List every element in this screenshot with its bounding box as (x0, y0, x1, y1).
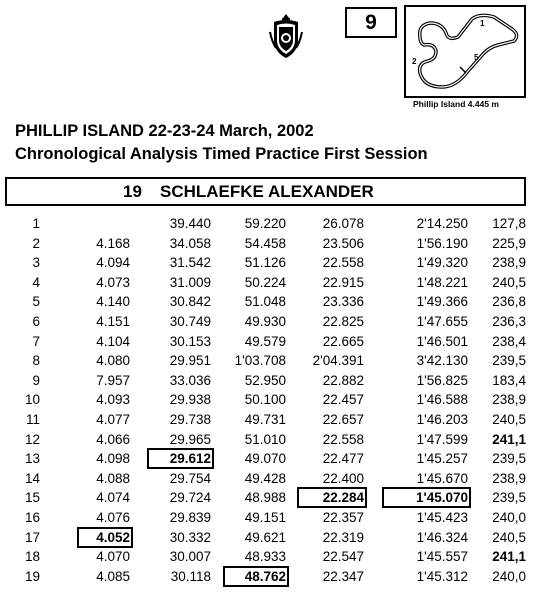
table-row (0, 567, 537, 587)
cell-speed: 238,9 (492, 392, 526, 408)
table-row (0, 430, 537, 450)
cell-s3: 49.930 (244, 313, 286, 329)
cell-s4: 22.319 (322, 529, 364, 545)
cell-s3: 51.126 (244, 255, 286, 271)
cell-s4: 22.558 (322, 431, 364, 447)
cell-s3: 48.762 (226, 569, 286, 584)
cell-lap: 10 (24, 392, 40, 408)
table-row (0, 488, 537, 508)
cell-s3: 1'03.708 (234, 353, 286, 369)
turn-label-2: 2 (412, 57, 417, 66)
cell-speed: 238,9 (492, 470, 526, 486)
track-map-box (404, 5, 526, 98)
cell-s4: 23.336 (322, 294, 364, 310)
cell-s2: 31.009 (169, 274, 211, 290)
table-row (0, 214, 537, 234)
cell-s2: 30.153 (169, 333, 211, 349)
cell-lap: 15 (24, 490, 40, 506)
cell-speed: 236,8 (492, 294, 526, 310)
cell-s4: 22.915 (322, 274, 364, 290)
cell-speed: 238,9 (492, 255, 526, 271)
cell-s1: 4.151 (96, 313, 130, 329)
cell-lap: 2 (32, 235, 40, 251)
cell-lap: 6 (32, 313, 40, 329)
cell-s1: 4.104 (96, 333, 130, 349)
cell-s3: 49.579 (244, 333, 286, 349)
cell-s1: 4.074 (96, 490, 130, 506)
session-title: Chronological Analysis Timed Practice First Session (15, 145, 428, 163)
cell-s4: 22.882 (322, 372, 364, 388)
cell-s2: 34.058 (169, 235, 211, 251)
cell-s2: 30.007 (169, 549, 211, 565)
cell-time: 1'45.070 (385, 490, 468, 505)
cell-s3: 49.428 (244, 470, 286, 486)
turn-label-5: 5 (474, 53, 479, 62)
cell-s4: 22.357 (322, 509, 364, 525)
cell-time: 1'45.557 (416, 549, 468, 565)
cell-lap: 3 (32, 255, 40, 271)
page-number-box (345, 7, 397, 38)
cell-s2: 29.738 (169, 411, 211, 427)
cell-lap: 18 (24, 549, 40, 565)
cell-time: 1'46.324 (416, 529, 468, 545)
table-row (0, 332, 537, 352)
table-row (0, 351, 537, 371)
cell-s4: 22.347 (322, 568, 364, 584)
cell-lap: 11 (25, 411, 40, 427)
cell-s1: 4.080 (96, 353, 130, 369)
cell-s4: 22.284 (300, 490, 364, 505)
cell-s3: 54.458 (244, 235, 286, 251)
table-row (0, 547, 537, 567)
track-layout-icon (406, 7, 524, 96)
table-row (0, 292, 537, 312)
table-row (0, 390, 537, 410)
table-row (0, 371, 537, 391)
cell-s2: 29.754 (169, 470, 211, 486)
cell-time: 1'47.655 (416, 313, 468, 329)
cell-time: 3'42.130 (416, 353, 468, 369)
cell-s3: 51.010 (244, 431, 286, 447)
cell-s1: 4.085 (96, 568, 130, 584)
cell-time: 1'56.190 (416, 235, 468, 251)
cell-s1: 4.066 (96, 431, 130, 447)
cell-time: 1'45.257 (416, 451, 468, 467)
lap-table (0, 214, 537, 586)
cell-speed: 240,5 (492, 411, 526, 427)
table-row (0, 410, 537, 430)
cell-lap: 1 (32, 216, 40, 231)
table-row (0, 253, 537, 273)
cell-lap: 12 (24, 431, 40, 447)
cell-s4: 22.657 (322, 411, 364, 427)
cell-s1: 4.070 (96, 549, 130, 565)
track-caption: Phillip Island 4.445 m (413, 99, 499, 109)
cell-time: 1'45.312 (416, 568, 468, 584)
cell-s3: 52.950 (244, 372, 286, 388)
cell-s2: 33.036 (169, 372, 211, 388)
cell-lap: 13 (24, 451, 40, 467)
cell-time: 1'46.588 (416, 392, 468, 408)
cell-speed: 225,9 (492, 235, 526, 251)
table-row (0, 508, 537, 528)
cell-s3: 49.151 (244, 509, 286, 525)
table-row (0, 528, 537, 548)
cell-s4: 2'04.391 (312, 353, 364, 369)
cell-lap: 9 (32, 372, 40, 388)
cell-speed: 236,3 (492, 313, 526, 329)
cell-s3: 50.224 (244, 274, 286, 290)
cell-time: 1'56.825 (416, 372, 468, 388)
table-row (0, 273, 537, 293)
cell-s1: 4.073 (96, 274, 130, 290)
cell-speed: 239,5 (492, 353, 526, 369)
cell-s3: 48.988 (244, 490, 286, 506)
cell-s1: 7.957 (96, 372, 130, 388)
cell-s1: 4.052 (80, 530, 130, 545)
cell-s2: 29.612 (150, 451, 211, 466)
cell-s1: 4.077 (96, 411, 130, 427)
event-title: PHILLIP ISLAND 22-23-24 March, 2002 (15, 122, 314, 140)
cell-speed: 239,5 (492, 490, 526, 506)
cell-speed: 240,5 (492, 529, 526, 545)
cell-s1: 4.098 (96, 451, 130, 467)
cell-s4: 22.665 (322, 333, 364, 349)
cell-s1: 4.076 (96, 509, 130, 525)
rider-header (5, 177, 526, 206)
cell-lap: 5 (32, 294, 40, 310)
cell-lap: 7 (32, 333, 40, 349)
cell-time: 1'45.670 (416, 470, 468, 486)
cell-s1: 4.094 (96, 255, 130, 271)
cell-s1: 4.168 (96, 235, 130, 251)
cell-s4: 22.457 (322, 392, 364, 408)
table-row (0, 234, 537, 254)
cell-s2: 31.542 (169, 255, 211, 271)
cell-time: 1'46.203 (416, 411, 468, 427)
cell-lap: 19 (24, 568, 40, 584)
cell-speed: 241,1 (492, 431, 526, 447)
turn-label-1: 1 (480, 19, 485, 28)
cell-s3: 59.220 (244, 216, 286, 231)
table-row (0, 469, 537, 489)
cell-s2: 30.749 (169, 313, 211, 329)
cell-s3: 51.048 (244, 294, 286, 310)
cell-time: 1'45.423 (416, 509, 468, 525)
federation-crest-icon (268, 12, 304, 60)
cell-s3: 49.621 (244, 529, 286, 545)
cell-s1: 4.088 (96, 470, 130, 486)
cell-s2: 30.842 (169, 294, 211, 310)
cell-s4: 26.078 (322, 216, 364, 231)
rider-number: 19 (123, 182, 142, 201)
cell-lap: 17 (24, 529, 40, 545)
cell-lap: 14 (24, 470, 40, 486)
cell-lap: 4 (32, 274, 40, 290)
cell-s4: 22.825 (322, 313, 364, 329)
cell-s3: 48.933 (244, 549, 286, 565)
cell-s2: 29.938 (169, 392, 211, 408)
cell-time: 1'49.366 (416, 294, 468, 310)
table-row (0, 312, 537, 332)
cell-s3: 49.070 (244, 451, 286, 467)
page-number: 9 (365, 11, 377, 34)
cell-s4: 22.477 (322, 451, 364, 467)
cell-s2: 29.839 (169, 509, 211, 525)
cell-speed: 240,0 (492, 509, 526, 525)
cell-s2: 29.965 (169, 431, 211, 447)
cell-speed: 239,5 (492, 451, 526, 467)
cell-s2: 30.118 (170, 568, 211, 584)
cell-s2: 29.724 (169, 490, 211, 506)
cell-s1: 4.140 (96, 294, 130, 310)
cell-speed: 238,4 (492, 333, 526, 349)
cell-lap: 16 (24, 509, 40, 525)
cell-speed: 127,8 (492, 216, 526, 231)
cell-time: 1'46.501 (416, 333, 468, 349)
cell-s4: 22.558 (322, 255, 364, 271)
cell-time: 1'47.599 (416, 431, 468, 447)
cell-s2: 30.332 (169, 529, 211, 545)
cell-time: 1'48.221 (416, 274, 468, 290)
cell-s4: 22.400 (322, 470, 364, 486)
cell-s2: 39.440 (169, 216, 211, 231)
cell-speed: 183,4 (492, 372, 526, 388)
cell-s2: 29.951 (169, 353, 211, 369)
cell-s3: 50.100 (244, 392, 286, 408)
cell-s3: 49.731 (244, 411, 286, 427)
cell-s1: 4.093 (96, 392, 130, 408)
table-row (0, 449, 537, 469)
cell-time: 2'14.250 (416, 216, 468, 231)
cell-s4: 22.547 (322, 549, 364, 565)
cell-time: 1'49.320 (416, 255, 468, 271)
cell-s4: 23.506 (322, 235, 364, 251)
rider-name: SCHLAEFKE ALEXANDER (160, 182, 374, 201)
cell-speed: 240,0 (492, 568, 526, 584)
cell-speed: 241,1 (492, 549, 526, 565)
cell-speed: 240,5 (492, 274, 526, 290)
cell-lap: 8 (32, 353, 40, 369)
